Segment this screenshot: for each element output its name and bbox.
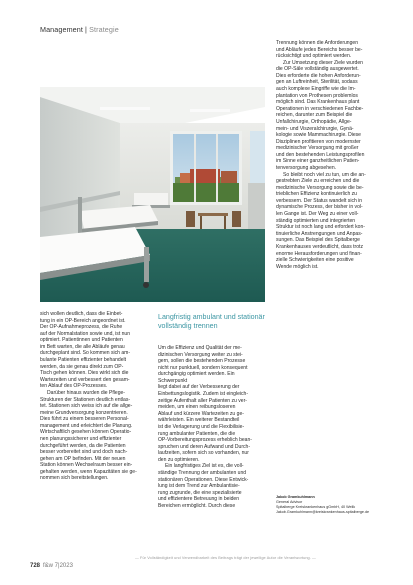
section-separator: |	[82, 25, 90, 34]
text-line: dynamische Prozess, der bisher in vol-	[276, 204, 363, 211]
text-line: Ein langfristiges Ziel ist es, die voll-	[165, 463, 244, 470]
text-line: trieblichen Effizienz kontinuierlich zu	[276, 191, 357, 198]
section-header	[40, 25, 119, 34]
text-line: und den bestehenden Leistungsprofilen	[276, 151, 365, 158]
text-line: Struktur ist noch lang und erfordert kon-	[276, 224, 365, 231]
text-line: nicht nur punktuell, sondern konsequent	[158, 364, 248, 371]
text-line: währleisten. Ein weiterer Bestandteil	[158, 417, 240, 424]
author-organization: Spitalberge Kreiskrankenhaus gGmbH, 40 Wellk	[276, 505, 356, 510]
text-line: Wende möglich ist.	[276, 263, 319, 270]
text-line: len Gange ist. Der Weg zu einer voll-	[276, 211, 359, 218]
text-line: OP-Vorbereitungsprozess erheblich bean-	[158, 437, 252, 444]
text-line: tinuierliche Anstrengungen und Anpas-	[276, 230, 363, 237]
text-line: Tisch gehen können. Dies wirkt sich die	[40, 370, 129, 377]
text-line: Krankenhauses verdeutlicht, dass trotz	[276, 243, 363, 250]
magazine-name: f&w 7|2023	[43, 563, 73, 569]
page-number: 728	[30, 563, 41, 569]
text-line: lung ist dem Trend zur Ambulantisie-	[158, 483, 240, 490]
text-line: auch komplexe Eingriffe wie die Im-	[276, 86, 356, 93]
text-line: Strukturen der Stationen deutlich entlas-	[40, 396, 131, 403]
text-line: und Abläufe jedes Bereichs besser be-	[276, 46, 363, 53]
text-line: tenversorgung abgesehen.	[276, 164, 337, 171]
text-line: plantation von Prothesen problemlos	[276, 92, 358, 99]
text-line: im Sinne einer ganzheitlichen Patien-	[276, 158, 360, 165]
text-line: mein- und Viszeralchirurgie, Gynä-	[276, 125, 354, 132]
text-line: Dies erforderte die hohen Anforderun-	[276, 72, 361, 79]
text-line: rung ambulanter Patienten, die die	[158, 430, 236, 437]
text-line: rung zugrunde, die eine spezialisierte	[158, 489, 242, 496]
page-footer	[30, 563, 73, 569]
text-line: Operationen in verschiedenen Fachbe-	[276, 105, 364, 112]
right-text-column	[276, 40, 375, 270]
author-bio	[276, 495, 380, 515]
text-line: management und erleichtert die Planung.	[40, 422, 133, 429]
text-line: Der OP-Aufnahmeprozess, die Ruhe	[40, 324, 123, 331]
text-line: enorme Herausforderungen und finan-	[276, 250, 362, 257]
text-line: besser vorbereitet sind und doch nach-	[40, 449, 128, 456]
author-name: Jakob Gramkuhlmann	[276, 495, 315, 499]
text-line: Trennung können die Anforderungen	[276, 40, 359, 46]
text-line: Bereichen ermöglicht. Durch diese	[158, 502, 236, 509]
text-line: ständig optimierten und integrierten	[276, 217, 356, 224]
text-line: Station können Wechselraum besser ein-	[40, 462, 133, 469]
text-line: gern, sollen die bestehenden Prozesse	[158, 358, 246, 365]
footer-note: — Für Vollständigkeit und Verwendbarkeit des Beitrags trägt der jeweilige Autor die Verantwortung. —	[135, 556, 316, 560]
text-line: Darüber hinaus wurden die Pflege-	[47, 389, 125, 396]
text-line: kologie sowie Mammachirurgie. Diese	[276, 132, 361, 139]
text-line: sungen. Das Beispiel des Spitalberge	[276, 237, 360, 244]
text-line: nen planungssicherer und effizienter	[40, 435, 122, 442]
subheading: Langfristig ambulant und stationär vollständig trennen	[158, 313, 265, 330]
text-line: zielle Schwierigkeiten eine positive	[276, 257, 354, 264]
text-line: stationären Operationen. Diese Entwick-	[158, 476, 249, 483]
text-line: Dies führt zu einem besseren Personal-	[40, 416, 129, 423]
text-line: sich wollen deutlich, dass die Einbet-	[40, 311, 123, 317]
author-role: General Advisor	[276, 500, 303, 505]
author-email[interactable]: Jakob.Gramkuhlmann@kreiskrankenhaus-spitalberge.de	[276, 510, 370, 515]
text-line: liegt dabei auf der Verbesserung der	[158, 384, 240, 391]
text-line: durchgeführt werden, da die Patienten	[40, 442, 126, 449]
text-line: im Bett warten, die alle Abläufe genau	[40, 343, 125, 350]
text-line: gehen am OP befinden. Mit der neuen	[40, 455, 126, 462]
text-line: meine Grundversorgung konzentrieren.	[40, 409, 128, 416]
text-line: gestrebten Ziele zu erreichen und die	[276, 178, 360, 185]
text-line: ständige Trennung der ambulanten und	[158, 469, 247, 476]
hospital-room-photo	[40, 87, 265, 302]
text-line: medizinische Versorgung sowie die be-	[276, 184, 364, 191]
text-line: So bleibt noch viel zu tun, um die an-	[283, 171, 366, 178]
text-line: bulante Patienten effizienter behandelt	[40, 357, 127, 364]
left-text-column	[40, 311, 147, 482]
text-line: Wirtschaftlich gesehen können Operatio-	[40, 429, 132, 436]
text-line: gen an Luftreinheit, Sterilität, sodass	[276, 79, 358, 86]
text-line: Zur Umsetzung dieser Ziele wurden	[283, 59, 363, 66]
text-line: auf der Normalstation sowie und, ist nun	[40, 330, 131, 337]
text-line: meiden, um einen reibungsloseren	[158, 404, 236, 411]
section-name: Management	[40, 25, 83, 34]
text-line: werden, da sie genau direkt zum OP-	[40, 363, 124, 370]
text-line: den zu optimieren.	[158, 456, 200, 463]
text-line: verbessern. Der Status wandelt sich in	[276, 197, 363, 204]
text-line: durchgängig optimiert werden. Ein Schwerpunkt	[158, 371, 235, 384]
text-line: nommen sich bereitstellungen.	[40, 475, 109, 482]
text-line: Einbettungslogistik. Zudem ist eingleich-	[158, 391, 249, 398]
text-line: Ablauf und kürzere Wartezeiten zu ge-	[158, 410, 244, 417]
text-line: ist die Verlagerung und die Flexibilisie-	[158, 423, 245, 430]
text-line: ten Ablauf des OP-Prozesses.	[40, 383, 108, 390]
text-line: optimiert. Patientinnen und Patienten	[40, 337, 123, 344]
text-line: tet. Stationen sich weiss ich auf die allge-	[40, 403, 133, 410]
text-line: Unfallchirurgie, Orthopädie, Allge-	[276, 118, 352, 125]
text-line: durchgeplant sind. So kommen sich am-	[40, 350, 131, 357]
text-line: gehalten werden, wenn Kapazitäten sie ge-	[40, 468, 137, 475]
text-line: zeitige Aufenthalt aller Patienten zu ver-	[158, 397, 247, 404]
hospital-room-illustration	[40, 87, 265, 302]
text-line: Um die Effizienz und Qualität der me-	[158, 345, 242, 351]
text-line: Disziplinen profitieren von modernster	[276, 138, 361, 145]
text-line: medizinischer Versorgung mit großer	[276, 145, 359, 152]
text-line: spruchen und deren Aufwand und Durch-	[158, 443, 251, 450]
text-line: rücksichtigt und optimiert werden.	[276, 53, 352, 60]
subsection-name: Strategie	[89, 25, 119, 34]
text-line: tung in ein OP-Bereich angeordnet ist.	[40, 317, 126, 324]
text-line: dizinischen Versorgung weiter zu stei-	[158, 351, 243, 358]
middle-text-column	[158, 345, 263, 509]
text-line: und effizientere Betreuung in beiden	[158, 496, 239, 503]
text-line: laufzeiten, sofern sich so vorhanden, nur	[158, 450, 249, 457]
text-line: reichen, darunter zum Beispiel die	[276, 112, 353, 119]
text-line: die OP-Säle vollständig ausgewertet.	[276, 66, 359, 73]
text-line: Wartezeiten und verbessert den gesam-	[40, 376, 130, 383]
text-line: möglich sind. Das Krankenhaus plant	[276, 99, 360, 106]
